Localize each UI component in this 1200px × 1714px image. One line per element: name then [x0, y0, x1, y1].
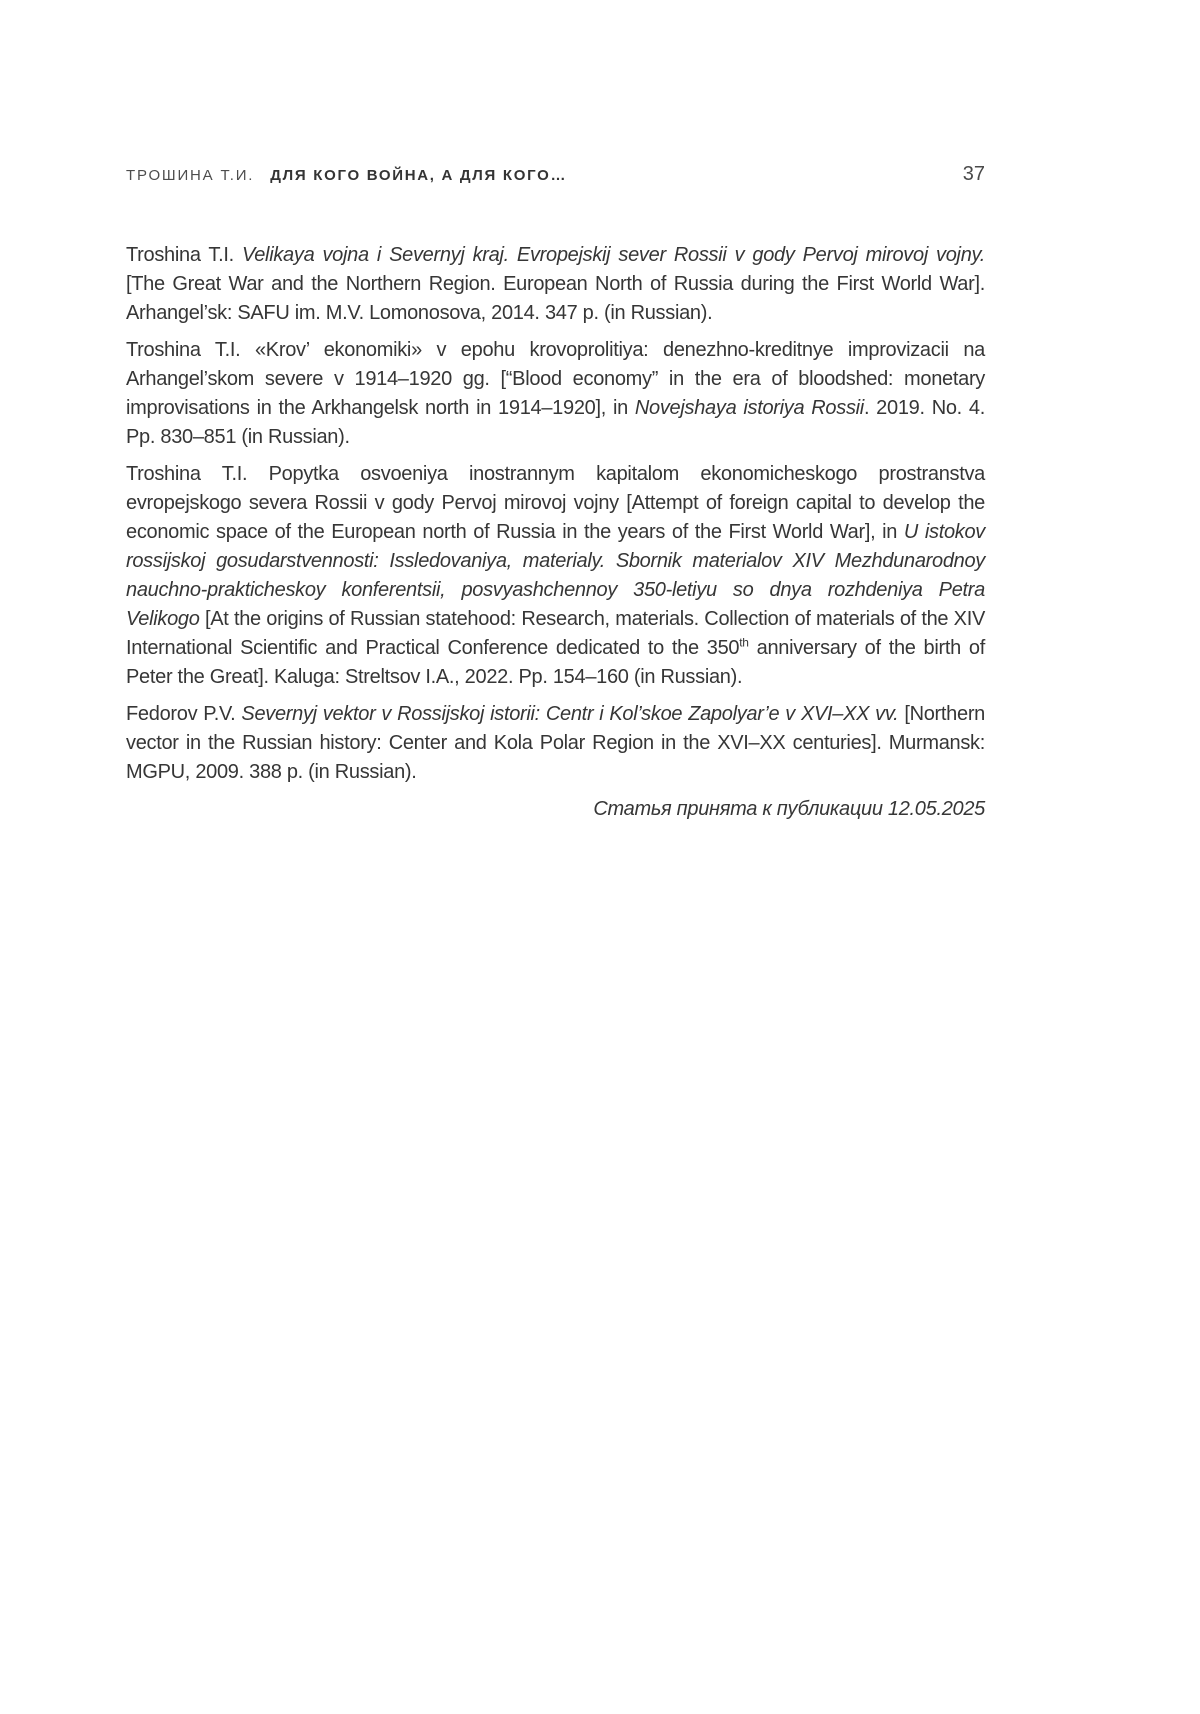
reference-entry [126, 336, 985, 452]
reference-text-run: [The Great War and the Northern Region. European North of Russia during the First World War]. Arhangel’sk: SAFU im. M.V. Lomonosova, 2014. 347 p. (in Russian). [126, 273, 985, 324]
page-number: 37 [962, 163, 985, 185]
reference-text-run: Velikaya vojna i Severnyj kraj. Evropejskij sever Rossii v gody Pervoj mirovoj vojny. [241, 244, 985, 266]
references-list [126, 241, 985, 787]
running-header-author: ТРОШИНА Т.И. [126, 167, 255, 184]
reference-entry [126, 460, 985, 692]
reference-text-run: Troshina T.I. Popytka osvoeniya inostrannym kapitalom ekonomicheskogo prostranstva evropejskogo severa Rossii v gody Pervoj mirovoj vojny [Attempt of foreign capital to develop the economic space of the European north of Russia in the years of the First World War], in [126, 463, 985, 543]
references-section [126, 241, 985, 824]
acceptance-note: Статья принята к публикации 12.05.2025 [593, 798, 985, 820]
reference-text-run: th [739, 635, 749, 650]
reference-text-run: Troshina T.I. «Krov’ ekonomiki» v epohu krovoprolitiya: denezhno-kreditnye improvizacii na Arhangel’skom severe v 1914–1920 gg. [“Blood economy” in the era of bloodshed: monetary improvisations in the Arkhangelsk north in 1914–1920], in [126, 339, 985, 419]
reference-text-run: U istokov rossijskoj gosudarstvennosti: Issledovaniya, materialy. Sbornik materialov XIV Mezhdunarodnoy nauchno-prakticheskoy konferentsii, posvyashchennoy 350-letiyu so dnya rozhdeniya Petra Velikogo [126, 521, 986, 630]
reference-text-run: Fedorov P.V. [126, 703, 242, 725]
reference-text-run: anniversary of the birth of Peter the Great]. Kaluga: Streltsov I.A., 2022. Pp. 154–160 (in Russian). [126, 637, 985, 688]
reference-text-run: . 2019. No. 4. Pp. 830–851 (in Russian). [126, 397, 985, 448]
reference-text-run: Troshina T.I. [126, 244, 242, 266]
reference-text-run: [At the origins of Russian statehood: Research, materials. Collection of materials of the XIV International Scientific and Practical Conference dedicated to the 350 [126, 608, 985, 659]
reference-entry [126, 241, 985, 328]
reference-text-run: Novejshaya istoriya Rossii [634, 397, 864, 419]
running-header-title: ДЛЯ КОГО ВОЙНА, А ДЛЯ КОГО… [270, 167, 568, 184]
reference-text-run: [Northern vector in the Russian history: Center and Kola Polar Region in the XVI–XX centuries]. Murmansk: MGPU, 2009. 388 p. (in Russian). [126, 703, 986, 783]
reference-text-run: Severnyj vektor v Rossijskoj istorii: Centr i Kol’skoe Zapolyar’e v XVI–XX vv. [241, 703, 899, 725]
reference-entry [126, 700, 985, 787]
running-header [126, 163, 985, 186]
